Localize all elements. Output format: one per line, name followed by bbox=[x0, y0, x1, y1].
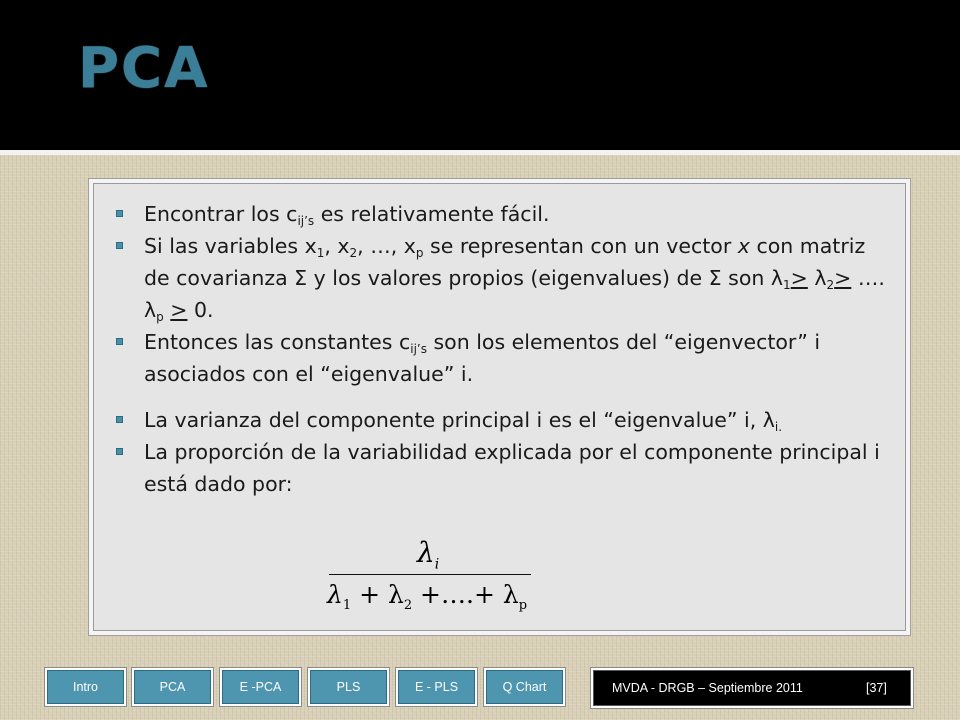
bullet-text: con matriz de covarianza Σ y los valores propios (eigenvalues) de Σ son λ bbox=[144, 234, 866, 290]
subscript: p bbox=[415, 246, 424, 260]
bullet-item bbox=[116, 404, 896, 436]
bullet-text: La proporción de la variabilidad explicada por el componente principal i está dado por: bbox=[144, 440, 880, 496]
subscript: p bbox=[156, 310, 164, 324]
subscript: p bbox=[518, 598, 528, 613]
bullet-text: son los elementos del “eigenvector” i asociados con el “eigenvalue” i. bbox=[144, 330, 821, 386]
subscript: 1 bbox=[316, 246, 325, 260]
nav-button-e-pca[interactable]: E -PCA bbox=[222, 670, 299, 704]
bullet-text: La varianza del componente principal i es el “eigenvalue” i, λ bbox=[144, 408, 775, 432]
formula-denominator bbox=[327, 580, 527, 613]
subscript: 2 bbox=[349, 246, 358, 260]
bullet-item bbox=[116, 198, 896, 230]
bullet-text: es relativamente fácil. bbox=[314, 202, 550, 226]
bullet-list bbox=[116, 198, 896, 500]
underlined-operator: > bbox=[790, 266, 808, 290]
footer-text: MVDA - DRGB – Septiembre 2011 bbox=[612, 681, 803, 695]
bullet-item bbox=[116, 326, 896, 390]
nav-button-e-pls[interactable]: E - PLS bbox=[398, 670, 475, 704]
bullet-text: , x bbox=[324, 234, 350, 258]
formula-text: +….+ λ bbox=[412, 580, 519, 609]
title-divider bbox=[0, 150, 960, 155]
bullet-text: Si las variables x bbox=[144, 234, 317, 258]
nav-button-q-chart[interactable]: Q Chart bbox=[486, 670, 563, 704]
slide-title: PCA bbox=[78, 36, 210, 101]
subscript: 1 bbox=[783, 278, 791, 292]
bullet-text: Entonces las constantes c bbox=[144, 330, 411, 354]
subscript: 2 bbox=[826, 278, 835, 292]
subscript: i. bbox=[774, 420, 783, 434]
bullet-text: …. λ bbox=[144, 266, 885, 322]
bullet-square-icon bbox=[116, 210, 123, 217]
formula-numerator bbox=[417, 536, 439, 573]
bullet-square-icon bbox=[116, 338, 123, 345]
subscript: ij’s bbox=[410, 342, 427, 356]
bullet-square-icon bbox=[116, 242, 123, 249]
content-box bbox=[93, 183, 906, 631]
bullet-item bbox=[116, 230, 896, 326]
nav-button-pca[interactable]: PCA bbox=[134, 670, 211, 704]
footer bbox=[593, 670, 911, 706]
bullet-text: 0. bbox=[187, 298, 214, 322]
bullet-text: Encontrar los c bbox=[144, 202, 298, 226]
subscript: 2 bbox=[403, 598, 413, 613]
bullet-text: , …, x bbox=[357, 234, 416, 258]
nav-button-pls[interactable]: PLS bbox=[310, 670, 387, 704]
page-number: [37] bbox=[866, 681, 887, 695]
bullet-item bbox=[116, 436, 896, 500]
bullet-square-icon bbox=[116, 448, 123, 455]
proportion-formula bbox=[327, 536, 537, 626]
lambda-symbol: λ bbox=[417, 536, 435, 569]
subscript: i bbox=[434, 556, 440, 573]
lambda-symbol: λ bbox=[327, 580, 343, 609]
formula-text: + λ bbox=[351, 580, 404, 609]
underlined-operator: > bbox=[834, 266, 852, 290]
title-bar bbox=[0, 0, 960, 150]
fraction-bar bbox=[329, 574, 531, 575]
bullet-text: se representan con un vector bbox=[423, 234, 738, 258]
subscript: ij’s bbox=[297, 214, 315, 228]
underlined-operator: > bbox=[170, 298, 188, 322]
nav-button-intro[interactable]: Intro bbox=[47, 670, 124, 704]
italic-text: x bbox=[737, 234, 750, 258]
bullet-text: λ bbox=[807, 266, 827, 290]
subscript: 1 bbox=[342, 598, 352, 613]
bullet-square-icon bbox=[116, 416, 123, 423]
